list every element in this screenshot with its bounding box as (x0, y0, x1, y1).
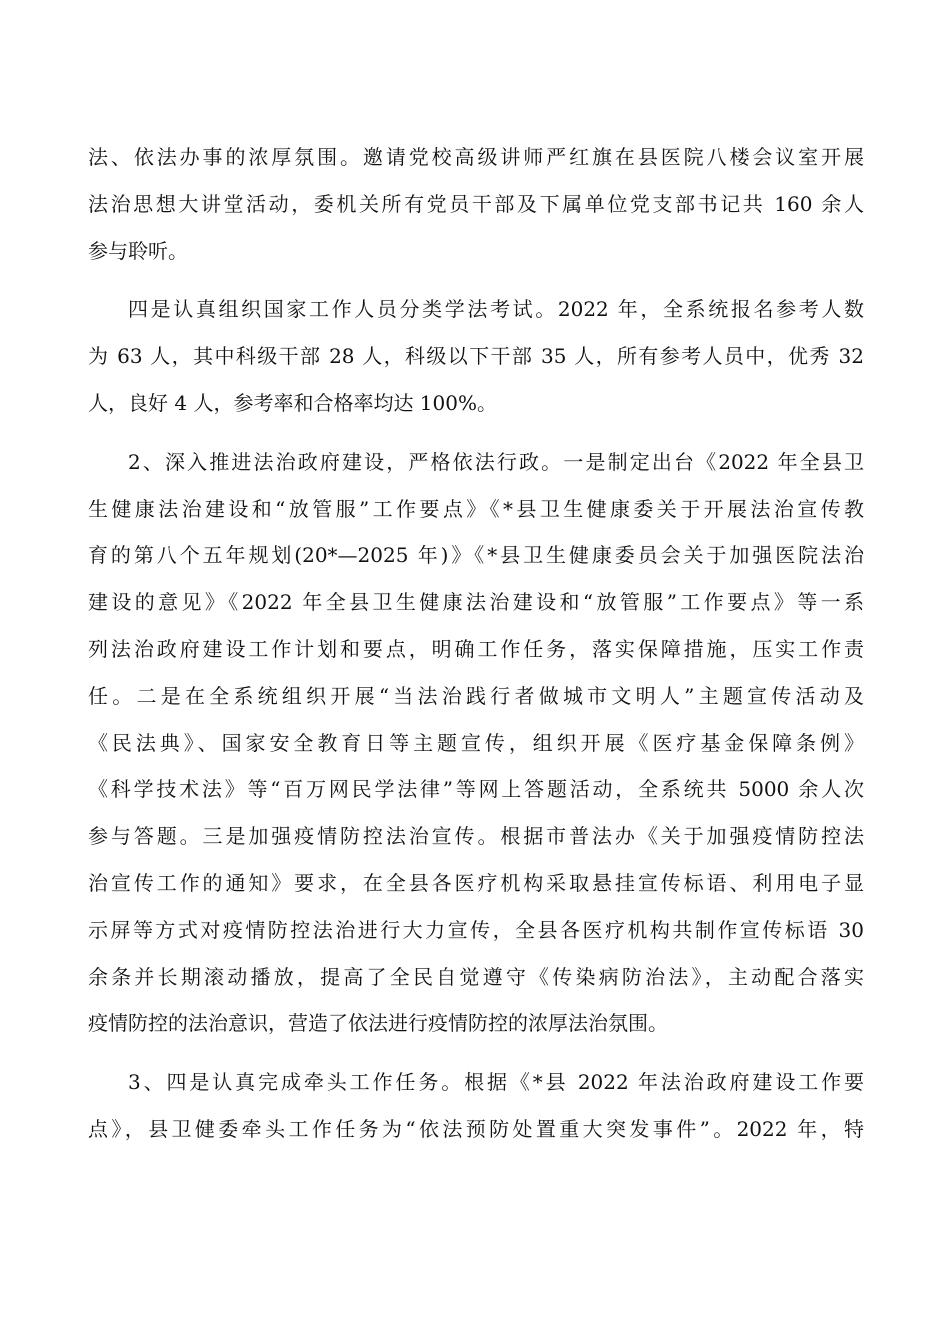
text-line: 法治思想大讲堂活动，委机关所有党员干部及下属单位党支部书记共 160 余人 (88, 191, 864, 216)
text-line: 2、深入推进法治政府建设，严格依法行政。一是制定出台《2022 年全县卫 (128, 449, 864, 474)
text-line: 育的第八个五年规划(20*—2025 年)》《*县卫生健康委员会关于加强医院法治 (88, 543, 864, 568)
text-line: 建设的意见》《2022 年全县卫生健康法治建设和“放管服”工作要点》等一系 (88, 590, 864, 615)
text-line: 点》，县卫健委牵头工作任务为“依法预防处置重大突发事件”。2022 年，特 (88, 1116, 864, 1141)
paragraph (88, 286, 864, 426)
text-line: 生健康法治建设和“放管服”工作要点》《*县卫生健康委关于开展法治宣传教 (88, 496, 864, 521)
document-body (88, 134, 864, 1153)
text-line: 治宣传工作的通知》要求，在全县各医疗机构采取悬挂宣传标语、利用电子显 (88, 870, 864, 895)
text-line: 四是认真组织国家工作人员分类学法考试。2022 年，全系统报名参考人数 (128, 297, 864, 322)
text-line: 任。二是在全系统组织开展“当法治践行者做城市文明人”主题宣传活动及 (88, 683, 864, 708)
text-line: 示屏等方式对疫情防控法治进行大力宣传，全县各医疗机构共制作宣传标语 30 (88, 917, 864, 942)
text-line: 《民法典》、国家安全教育日等主题宣传，组织开展《医疗基金保障条例》 (88, 730, 864, 755)
paragraph (88, 439, 864, 1047)
paragraph-spacing (88, 1047, 864, 1059)
text-line: 参与聆听。 (88, 238, 188, 263)
text-line: 参与答题。三是加强疫情防控法治宣传。根据市普法办《关于加强疫情防控法 (88, 824, 864, 849)
text-line: 法、依法办事的浓厚氛围。邀请党校高级讲师严红旗在县医院八楼会议室开展 (88, 145, 864, 169)
text-line: 疫情防控的法治意识，营造了依法进行疫情防控的浓厚法治氛围。 (88, 1011, 668, 1036)
text-line: 列法治政府建设工作计划和要点，明确工作任务，落实保障措施，压实工作责 (88, 636, 864, 661)
text-line: 余条并长期滚动播放，提高了全民自觉遵守《传染病防治法》，主动配合落实 (88, 964, 864, 989)
text-line: 人，良好 4 人，参考率和合格率均达 100%。 (88, 390, 497, 415)
paragraph-spacing (88, 427, 864, 439)
paragraph (88, 134, 864, 274)
paragraph-spacing (88, 274, 864, 286)
paragraph (88, 1059, 864, 1153)
text-line: 为 63 人，其中科级干部 28 人，科级以下干部 35 人，所有参考人员中，优秀 32 (88, 344, 864, 369)
text-line: 《科学技术法》等“百万网民学法律”等网上答题活动，全系统共 5000 余人次 (88, 777, 864, 802)
text-line: 3、四是认真完成牵头工作任务。根据《*县 2022 年法治政府建设工作要 (128, 1070, 864, 1095)
